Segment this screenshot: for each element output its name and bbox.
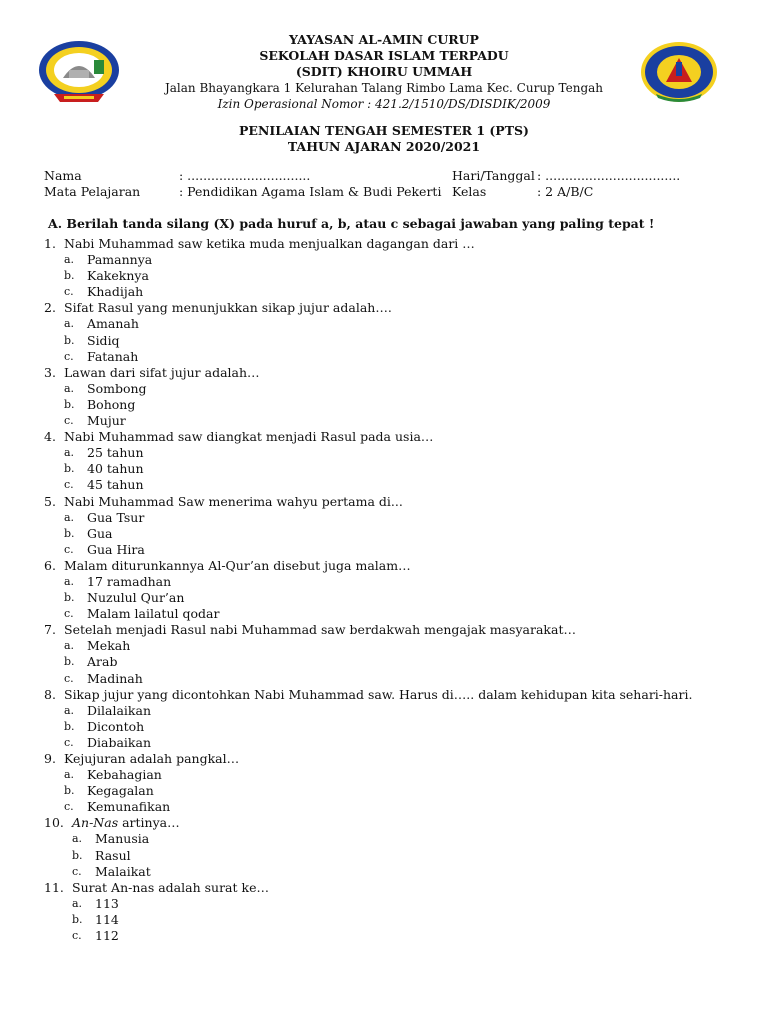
answer-option[interactable]	[44, 526, 744, 542]
section-instruction: A. Berilah tanda silang (X) pada huruf a, b, atau c sebagai jawaban yang paling tepat !	[48, 216, 655, 231]
answer-option[interactable]	[44, 735, 744, 751]
question-item	[44, 558, 744, 622]
answer-option[interactable]	[44, 477, 744, 493]
answer-option[interactable]	[44, 606, 744, 622]
question-item	[44, 429, 744, 493]
exam-title-block	[0, 123, 768, 155]
option-letter: c.	[72, 929, 82, 943]
class-value: : 2 A/B/C	[537, 184, 594, 199]
answer-option[interactable]	[44, 912, 744, 928]
question-number: 6.	[44, 557, 56, 573]
option-letter: b.	[64, 526, 75, 540]
question-text	[44, 880, 744, 896]
answer-option[interactable]	[44, 928, 744, 944]
question-stem: Nabi Muhammad saw diangkat menjadi Rasul pada usia…	[64, 429, 434, 445]
option-letter: a.	[64, 253, 75, 267]
question-item	[44, 751, 744, 815]
answer-option[interactable]	[44, 799, 744, 815]
question-text	[44, 300, 744, 316]
option-text: Malaikat	[95, 863, 151, 879]
option-text: Gua	[87, 525, 113, 541]
option-letter: a.	[64, 446, 75, 460]
question-text	[44, 622, 744, 638]
foundation-name: YAYASAN AL-AMIN CURUP	[289, 32, 479, 47]
subject-value: : Pendidikan Agama Islam & Budi Pekerti	[179, 184, 442, 199]
option-text: 45 tahun	[87, 477, 144, 493]
option-text: Pamannya	[87, 252, 153, 268]
option-letter: a.	[64, 381, 75, 395]
option-letter: a.	[72, 896, 83, 910]
option-letter: b.	[64, 655, 75, 669]
question-text	[44, 236, 744, 252]
answer-option[interactable]	[44, 316, 744, 332]
option-text: Mujur	[87, 413, 126, 429]
question-stem: Nabi Muhammad Saw menerima wahyu pertama di...	[64, 493, 403, 509]
question-item	[44, 300, 744, 364]
date-label: Hari/Tanggal	[452, 168, 535, 183]
answer-option[interactable]	[44, 831, 744, 847]
answer-option[interactable]	[44, 590, 744, 606]
school-short-name: (SDIT) KHOIRU UMMAH	[295, 64, 473, 79]
question-number: 4.	[44, 429, 56, 445]
question-item	[44, 236, 744, 300]
question-stem: Nabi Muhammad saw ketika muda menjualkan dagangan dari …	[64, 236, 475, 251]
question-item	[44, 815, 744, 879]
option-letter: a.	[64, 510, 75, 524]
option-text: Kegagalan	[87, 783, 154, 799]
option-letter: b.	[64, 591, 75, 605]
answer-option[interactable]	[44, 848, 744, 864]
question-number: 11.	[44, 879, 64, 895]
option-letter: b.	[64, 784, 75, 798]
option-text: Arab	[87, 654, 118, 670]
question-text	[44, 429, 744, 445]
student-info-left	[44, 168, 441, 200]
option-letter: a.	[64, 574, 75, 588]
question-number: 5.	[44, 493, 56, 509]
option-letter: c.	[64, 542, 74, 556]
answer-option[interactable]	[44, 638, 744, 654]
option-text: Manusia	[95, 831, 150, 847]
option-letter: c.	[64, 800, 74, 814]
answer-option[interactable]	[44, 349, 744, 365]
option-text: Rasul	[95, 847, 131, 863]
class-label: Kelas	[452, 184, 487, 199]
answer-option[interactable]	[44, 333, 744, 349]
option-text: Dilalaikan	[87, 702, 151, 718]
option-letter: a.	[64, 768, 75, 782]
question-text	[44, 558, 744, 574]
option-letter: c.	[64, 414, 74, 428]
option-text: Kemunafikan	[87, 799, 171, 815]
question-item	[44, 622, 744, 686]
option-text: Malam lailatul qodar	[87, 606, 220, 622]
answer-option[interactable]	[44, 510, 744, 526]
option-letter: a.	[72, 832, 83, 846]
option-text: 113	[95, 895, 119, 911]
question-number: 8.	[44, 686, 56, 702]
option-text: 40 tahun	[87, 461, 144, 477]
answer-option[interactable]	[44, 896, 744, 912]
option-text: Bohong	[87, 396, 136, 412]
question-item	[44, 494, 744, 558]
option-letter: c.	[64, 285, 74, 299]
option-text: Kebahagian	[87, 767, 162, 783]
option-letter: c.	[64, 478, 74, 492]
answer-option[interactable]	[44, 574, 744, 590]
school-address: Jalan Bhayangkara 1 Kelurahan Talang Rimbo Lama Kec. Curup Tengah	[164, 81, 604, 95]
question-stem: Surat An-nas adalah surat ke…	[72, 879, 269, 895]
question-item	[44, 687, 744, 751]
question-number: 1.	[44, 236, 56, 251]
option-text: 114	[95, 911, 119, 927]
option-text: Dicontoh	[87, 718, 145, 734]
question-stem: Lawan dari sifat jujur adalah…	[64, 364, 260, 380]
exam-title: PENILAIAN TENGAH SEMESTER 1 (PTS)	[239, 123, 529, 138]
answer-option[interactable]	[44, 671, 744, 687]
question-stem: Sikap jujur yang dicontohkan Nabi Muhammad saw. Harus di….. dalam kehidupan kita sehari-hari.	[64, 686, 693, 702]
option-letter: c.	[64, 671, 74, 685]
option-letter: a.	[64, 317, 75, 331]
option-letter: b.	[64, 269, 75, 283]
question-stem: Kejujuran adalah pangkal…	[64, 751, 240, 766]
question-number: 3.	[44, 364, 56, 380]
option-letter: b.	[64, 462, 75, 476]
answer-option[interactable]	[44, 413, 744, 429]
question-italic-term: An-Nas	[72, 815, 119, 831]
option-letter: a.	[64, 639, 75, 653]
question-stem: Setelah menjadi Rasul nabi Muhammad saw berdakwah mengajak masyarakat…	[64, 622, 576, 638]
option-text: Nuzulul Qur’an	[87, 590, 185, 606]
answer-option[interactable]	[44, 268, 744, 284]
option-text: Mekah	[87, 638, 131, 654]
question-text	[44, 494, 744, 510]
answer-option[interactable]	[44, 654, 744, 670]
question-number: 7.	[44, 622, 56, 638]
answer-option[interactable]	[44, 703, 744, 719]
answer-option[interactable]	[44, 864, 744, 880]
question-stem: Malam diturunkannya Al-Qur’an disebut juga malam…	[64, 557, 411, 573]
school-logo-left	[36, 40, 122, 106]
option-letter: c.	[64, 349, 74, 363]
option-text: Sombong	[87, 380, 147, 396]
option-text: Diabaikan	[87, 734, 152, 750]
name-label: Nama	[44, 168, 82, 183]
student-info-right	[452, 168, 680, 200]
answer-option[interactable]	[44, 445, 744, 461]
question-text	[44, 751, 744, 767]
option-text: 25 tahun	[87, 445, 144, 461]
option-letter: b.	[64, 719, 75, 733]
answer-option[interactable]	[44, 284, 744, 300]
operational-permit: Izin Operasional Nomor : 421.2/1510/DS/DISDIK/2009	[217, 97, 551, 111]
answer-option[interactable]	[44, 767, 744, 783]
question-text	[44, 365, 744, 381]
name-value: : ...............................	[179, 168, 311, 183]
option-letter: c.	[64, 735, 74, 749]
option-text: Khadijah	[87, 284, 144, 300]
answer-option[interactable]	[44, 397, 744, 413]
question-list	[44, 236, 744, 944]
option-letter: c.	[72, 864, 82, 878]
question-number: 9.	[44, 751, 56, 766]
question-stem: Sifat Rasul yang menunjukkan sikap jujur adalah….	[64, 300, 392, 316]
option-letter: a.	[64, 703, 75, 717]
question-item	[44, 365, 744, 429]
question-item	[44, 880, 744, 944]
foundation-logo-right	[636, 40, 722, 106]
answer-option[interactable]	[44, 783, 744, 799]
exam-year: TAHUN AJARAN 2020/2021	[287, 139, 481, 154]
option-text: Sidiq	[87, 332, 120, 348]
answer-option[interactable]	[44, 252, 744, 268]
question-text	[44, 815, 744, 831]
option-letter: b.	[72, 912, 83, 926]
option-text: Fatanah	[87, 348, 139, 364]
option-letter: c.	[64, 607, 74, 621]
answer-option[interactable]	[44, 542, 744, 558]
option-text: Madinah	[87, 670, 143, 686]
question-stem: artinya…	[118, 815, 180, 831]
option-text: Kakeknya	[87, 268, 149, 284]
answer-option[interactable]	[44, 719, 744, 735]
option-letter: b.	[72, 848, 83, 862]
option-letter: b.	[64, 333, 75, 347]
answer-option[interactable]	[44, 461, 744, 477]
option-text: Amanah	[87, 316, 139, 332]
option-text: Gua Hira	[87, 541, 145, 557]
option-text: 17 ramadhan	[87, 573, 172, 589]
school-name: SEKOLAH DASAR ISLAM TERPADU	[259, 48, 509, 63]
answer-option[interactable]	[44, 381, 744, 397]
option-text: Gua Tsur	[87, 509, 145, 525]
option-letter: b.	[64, 397, 75, 411]
date-value: : ..................................	[537, 168, 681, 183]
question-number: 2.	[44, 300, 56, 316]
option-text: 112	[95, 928, 119, 944]
question-number: 10.	[44, 815, 64, 831]
question-text	[44, 687, 744, 703]
subject-label: Mata Pelajaran	[44, 184, 141, 199]
